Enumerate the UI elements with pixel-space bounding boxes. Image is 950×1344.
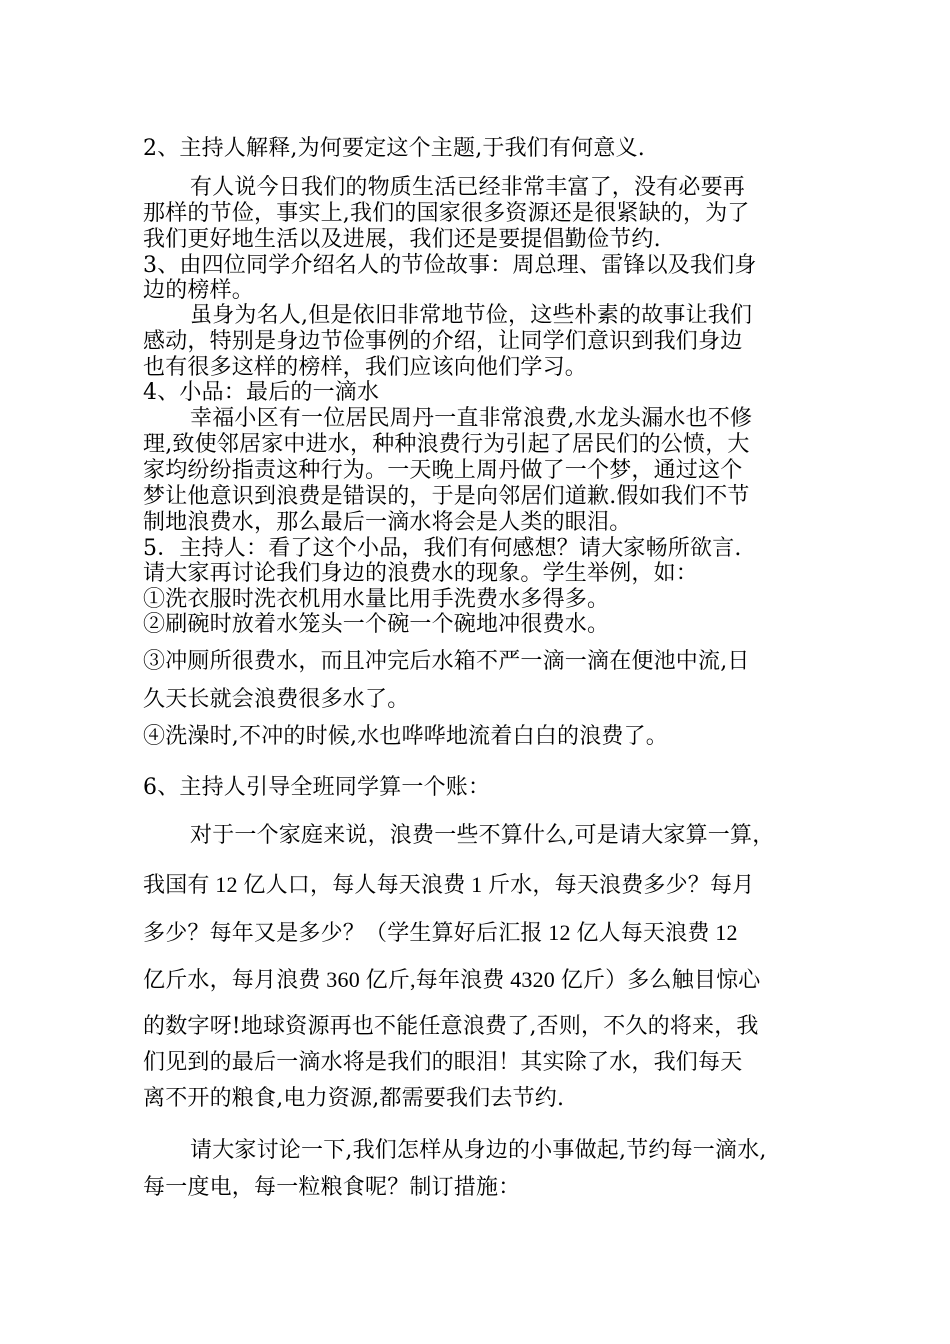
- text-line-17: 请大家再讨论我们身边的浪费水的现象。学生举例，如：: [143, 561, 699, 586]
- text-line-29: 们见到的最后一滴水将是我们的眼泪！其实除了水，我们每天: [143, 1050, 743, 1075]
- text-line-8: 感动，特别是身边节俭事例的介绍，让同学们意识到我们身边: [143, 329, 743, 354]
- text-line-30: 离不开的粮食,电力资源,都需要我们去节约.: [143, 1086, 565, 1111]
- text-line-1: 2、主持人解释,为何要定这个主题,于我们有何意义.: [143, 136, 645, 161]
- text-line-10: 4、小品：最后的一滴水: [143, 380, 380, 405]
- text-line-32: 每一度电，每一粒粮食呢？制订措施：: [143, 1175, 521, 1200]
- text-line-16: 5．主持人：看了这个小品，我们有何感想？请大家畅所欲言.: [143, 536, 742, 561]
- text-line-25: 我国有 12 亿人口，每人每天浪费 1 斤水，每天浪费多少？每月: [143, 872, 755, 897]
- text-line-11: 幸福小区有一位居民周丹一直非常浪费,水龙头漏水也不修: [190, 406, 753, 431]
- text-line-20: ③冲厕所很费水，而且冲完后水箱不严一滴一滴在便池中流,日: [143, 649, 750, 674]
- text-line-26: 多少？每年又是多少？（学生算好后汇报 12 亿人每天浪费 12: [143, 920, 738, 945]
- text-line-12: 理,致使邻居家中进水，种种浪费行为引起了居民们的公愤，大: [143, 432, 750, 457]
- text-line-3: 那样的节俭，事实上,我们的国家很多资源还是很紧缺的，为了: [143, 201, 750, 226]
- text-line-18: ①洗衣服时洗衣机用水量比用手洗费水多得多。: [143, 587, 610, 612]
- text-line-27: 亿斤水，每月浪费 360 亿斤,每年浪费 4320 亿斤）多么触目惊心: [143, 967, 761, 992]
- text-line-2: 有人说今日我们的物质生活已经非常丰富了，没有必要再: [190, 175, 746, 200]
- text-line-24: 对于一个家庭来说，浪费一些不算什么,可是请大家算一算，: [190, 823, 775, 848]
- text-line-4: 我们更好地生活以及进展，我们还是要提倡勤俭节约.: [143, 227, 661, 252]
- text-line-15: 制地浪费水，那么最后一滴水将会是人类的眼泪。: [143, 510, 632, 535]
- text-line-14: 梦让他意识到浪费是错误的，于是向邻居们道歉.假如我们不节: [143, 484, 750, 509]
- text-line-23: 6、主持人引导全班同学算一个账：: [143, 775, 491, 800]
- text-line-5: 3、由四位同学介绍名人的节俭故事：周总理、雷锋以及我们身: [143, 253, 757, 278]
- text-line-9: 也有很多这样的榜样，我们应该向他们学习。: [143, 355, 588, 380]
- text-line-19: ②刷碗时放着水笼头一个碗一个碗地冲很费水。: [143, 612, 610, 637]
- text-line-28: 的数字呀!地球资源再也不能任意浪费了,否则，不久的将来，我: [143, 1014, 759, 1039]
- text-line-6: 边的榜样。: [143, 278, 255, 303]
- text-line-31: 请大家讨论一下,我们怎样从身边的小事做起,节约每一滴水,: [190, 1138, 767, 1163]
- text-line-7: 虽身为名人,但是依旧非常地节俭，这些朴素的故事让我们: [190, 303, 753, 328]
- text-line-13: 家均纷纷指责这种行为。一天晚上周丹做了一个梦，通过这个: [143, 458, 743, 483]
- text-line-22: ④洗澡时,不冲的时候,水也哗哗地流着白白的浪费了。: [143, 724, 668, 749]
- text-line-21: 久天长就会浪费很多水了。: [143, 687, 410, 712]
